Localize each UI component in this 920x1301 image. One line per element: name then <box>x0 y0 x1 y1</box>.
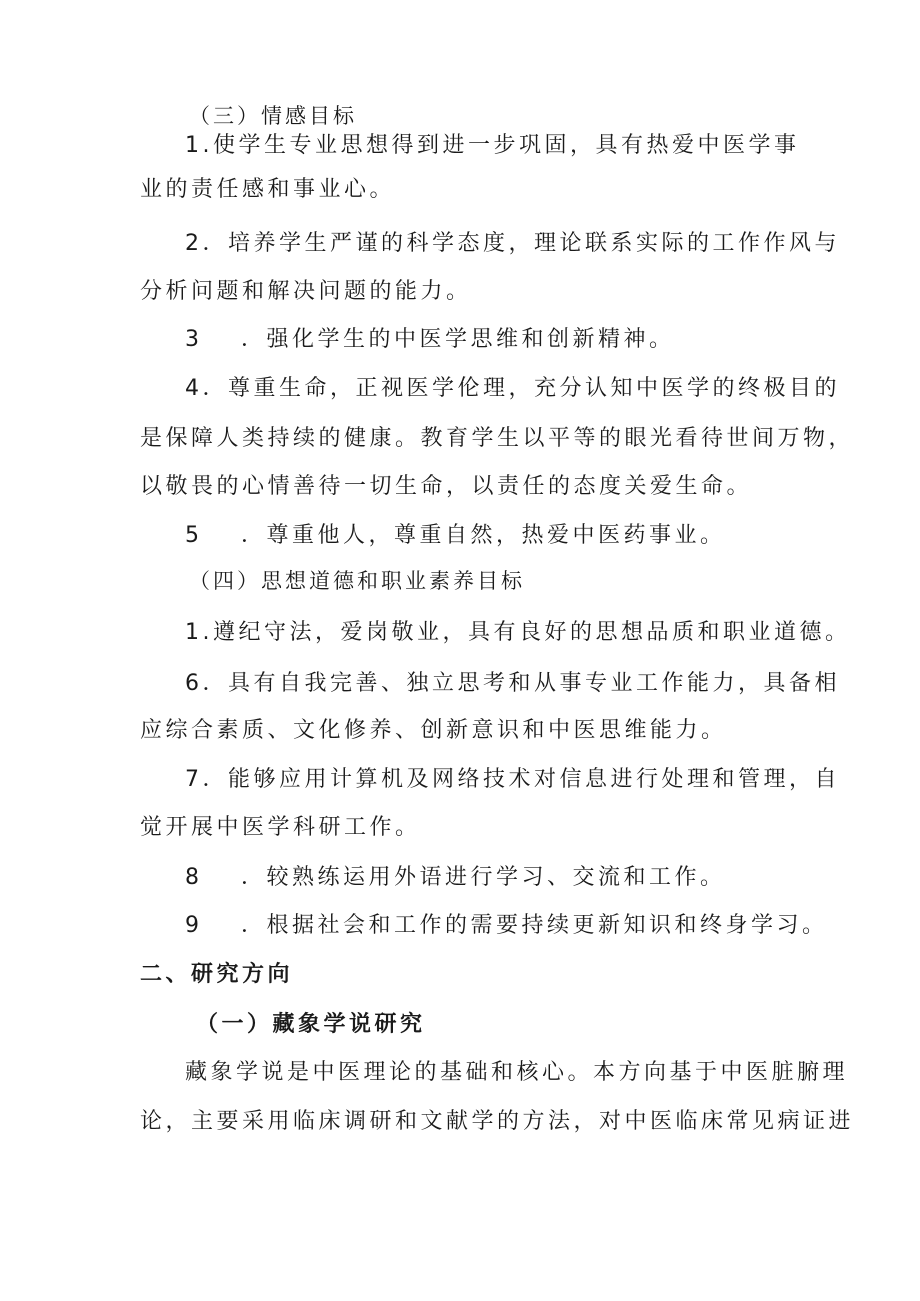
subsection-heading-ethics-goals: （四）思想道德和职业素养目标 <box>189 569 525 593</box>
paragraph-line: 1.遵纪守法，爱岗敬业，具有良好的思想品质和职业道德。 <box>185 620 851 645</box>
section-heading-research-direction: 二、研究方向 <box>140 962 294 987</box>
subsection-heading-zangxiang: （一）藏象学说研究 <box>196 1012 426 1037</box>
paragraph-line: 觉开展中医学科研工作。 <box>140 815 421 840</box>
list-number: 3 <box>185 327 199 352</box>
list-number: 9 <box>185 913 199 938</box>
list-text: ．强化学生的中医学思维和创新精神。 <box>241 327 675 352</box>
list-number: 8 <box>185 865 199 890</box>
paragraph-line: 分析问题和解决问题的能力。 <box>140 279 472 304</box>
paragraph-line: 4．尊重生命，正视医学伦理，充分认知中医学的终极目的 <box>185 376 840 401</box>
subsection-heading-emotional-goals: （三）情感目标 <box>189 104 357 128</box>
paragraph-line: 业的责任感和事业心。 <box>140 177 396 202</box>
paragraph-line: 应综合素质、文化修养、创新意识和中医思维能力。 <box>140 718 727 743</box>
paragraph-line: 论，主要采用临床调研和文献学的方法，对中医临床常见病证进 <box>140 1109 855 1134</box>
list-item-3 <box>185 325 675 355</box>
list-text: ．尊重他人，尊重自然，热爱中医药事业。 <box>241 523 726 548</box>
list-item-9 <box>185 911 828 941</box>
paragraph-line: 2．培养学生严谨的科学态度，理论联系实际的工作作风与 <box>185 231 840 256</box>
list-number: 5 <box>185 523 199 548</box>
paragraph-line: 以敬畏的心情善待一切生命，以责任的态度关爱生命。 <box>140 474 753 499</box>
paragraph-line: 7．能够应用计算机及网络技术对信息进行处理和管理，自 <box>185 767 840 792</box>
paragraph-line: 是保障人类持续的健康。教育学生以平等的眼光看待世间万物， <box>140 426 855 451</box>
paragraph-line: 1.使学生专业思想得到进一步巩固，具有热爱中医学事 <box>185 133 800 158</box>
paragraph-line: 6．具有自我完善、独立思考和从事专业工作能力，具备相 <box>185 671 840 696</box>
list-text: ．根据社会和工作的需要持续更新知识和终身学习。 <box>241 913 828 938</box>
list-text: ．较熟练运用外语进行学习、交流和工作。 <box>241 865 726 890</box>
paragraph-line: 藏象学说是中医理论的基础和核心。本方向基于中医脏腑理 <box>185 1060 849 1085</box>
list-item-5 <box>185 521 726 551</box>
list-item-8 <box>185 863 726 893</box>
